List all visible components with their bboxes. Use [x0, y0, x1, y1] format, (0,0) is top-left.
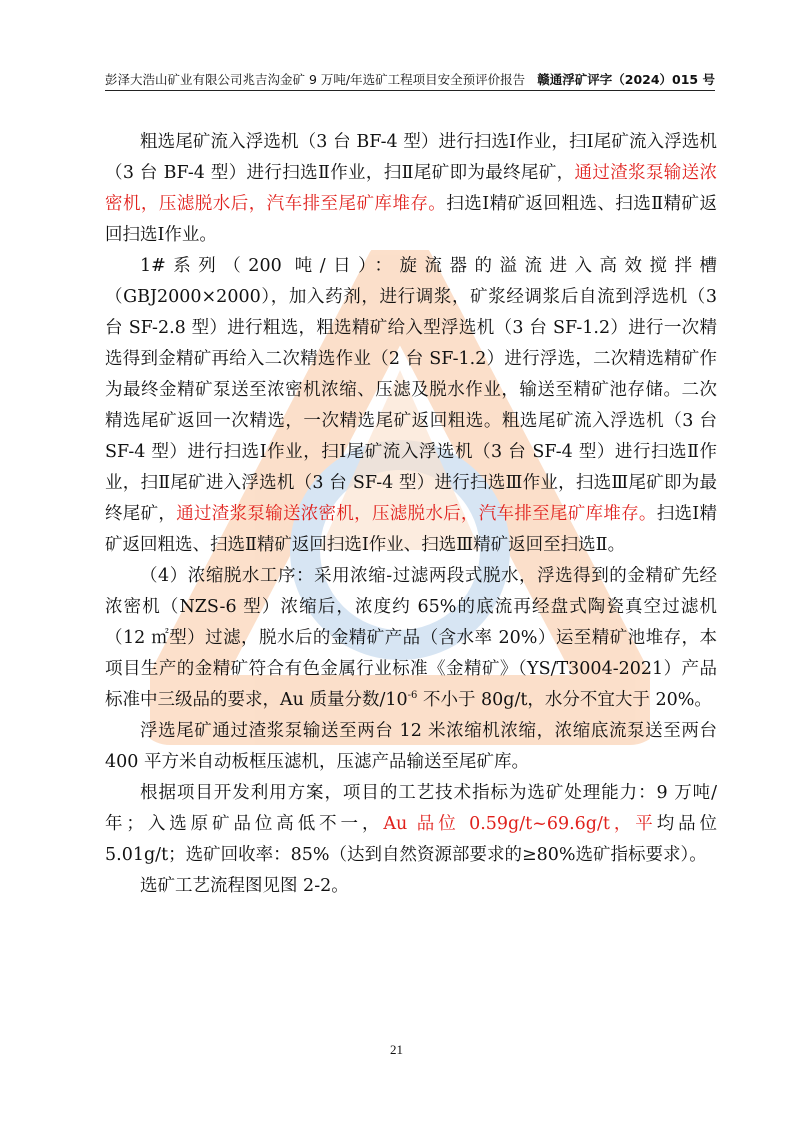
paragraph: [105, 251, 717, 561]
highlighted-text: Au 品位 0.59g/t~69.6g/t，平: [383, 814, 657, 834]
text-segment: 根据项目开发利用方案，项目的工艺技术指标为选矿处理能力：9 万吨/年；入选原矿品位高低不一，: [105, 783, 717, 834]
highlighted-text: 通过渣浆泵输送浓密机，压滤脱水后，汽车排至尾矿库堆存。: [176, 504, 657, 524]
text-segment: 粗选尾矿流入浮选机（3 台 BF-4 型）进行扫选Ⅰ作业，扫Ⅰ尾矿流入浮选机（3 台 BF-4 型）进行扫选Ⅱ作业，扫Ⅱ尾矿即为最终尾矿，: [105, 132, 717, 183]
text-segment: 扫选Ⅰ精矿返回粗选、扫选Ⅱ精矿返回扫选Ⅰ作业。: [105, 194, 717, 245]
header-report-number: 赣通浮矿评字（2024）015 号: [537, 72, 715, 87]
page-header: [105, 68, 715, 91]
document-body: [105, 127, 717, 902]
text-segment: （4）浓缩脱水工序：采用浓缩-过滤两段式脱水，浮选得到的金精矿先经浓密机（NZS-6 型）浓缩后，浓度约 65%的底流再经盘式陶瓷真空过滤机（12 ㎡型）过滤，脱水后的金精矿产品（含水率 20%）运至精矿池堆存，本项目生产的金精矿符合有色金属行业标准《金精矿》（YS/T3004-2021）产品标准中三级品的要求，Au 质量分数/10: [105, 566, 717, 710]
page-number: 21: [390, 1042, 403, 1057]
highlighted-text: 通过渣浆泵输送浓密机，压滤脱水后，汽车排至尾矿库堆存。: [105, 163, 718, 214]
text-segment: 1#系列（200 吨/日）：旋流器的溢流进入高效搅拌槽（GBJ2000×2000），加入药剂，进行调浆，矿浆经调浆后自流到浮选机（3 台 SF-2.8 型）进行粗选，粗选精矿给入型浮选机（3 台 SF-1.2）进行一次精选得到金精矿再给入二次精选作业（2 台 SF-1.2）进行浮选，二次精选精矿作为最终金精矿泵送至浓密机浓缩、压滤及脱水作业，输送至精矿池存储。二次精选尾矿返回一次精选，一次精选尾矿返回粗选。粗选尾矿流入浮选机（3 台 SF-4 型）进行扫选Ⅰ作业，扫Ⅰ尾矿流入浮选机（3 台 SF-4 型）进行扫选Ⅱ作业，扫Ⅱ尾矿进入浮选机（3 台 SF-4 型）进行扫选Ⅲ作业，扫选Ⅲ尾矿即为最终尾矿，: [105, 256, 717, 524]
paragraph: [105, 778, 717, 871]
text-segment: 浮选尾矿通过渣浆泵输送至两台 12 米浓缩机浓缩，浓缩底流泵送至两台 400 平方米自动板框压滤机，压滤产品输送至尾矿库。: [105, 721, 717, 772]
superscript: -6: [407, 690, 418, 702]
paragraph: [105, 127, 717, 251]
text-segment: 不小于 80g/t，水分不宜大于 20%。: [417, 690, 712, 710]
paragraph: [105, 561, 717, 716]
text-segment: 扫选Ⅰ精矿返回粗选、扫选Ⅱ精矿返回扫选Ⅰ作业、扫选Ⅲ精矿返回至扫选Ⅱ。: [105, 504, 718, 555]
text-segment: 均品位 5.01g/t；选矿回收率：85%（达到自然资源部要求的≥80%选矿指标要求）。: [105, 814, 718, 865]
paragraph: [105, 871, 717, 902]
header-title: 彭泽大浩山矿业有限公司兆吉沟金矿 9 万吨/年选矿工程项目安全预评价报告: [105, 72, 526, 87]
text-segment: 选矿工艺流程图见图 2-2。: [140, 876, 349, 896]
paragraph: [105, 716, 717, 778]
